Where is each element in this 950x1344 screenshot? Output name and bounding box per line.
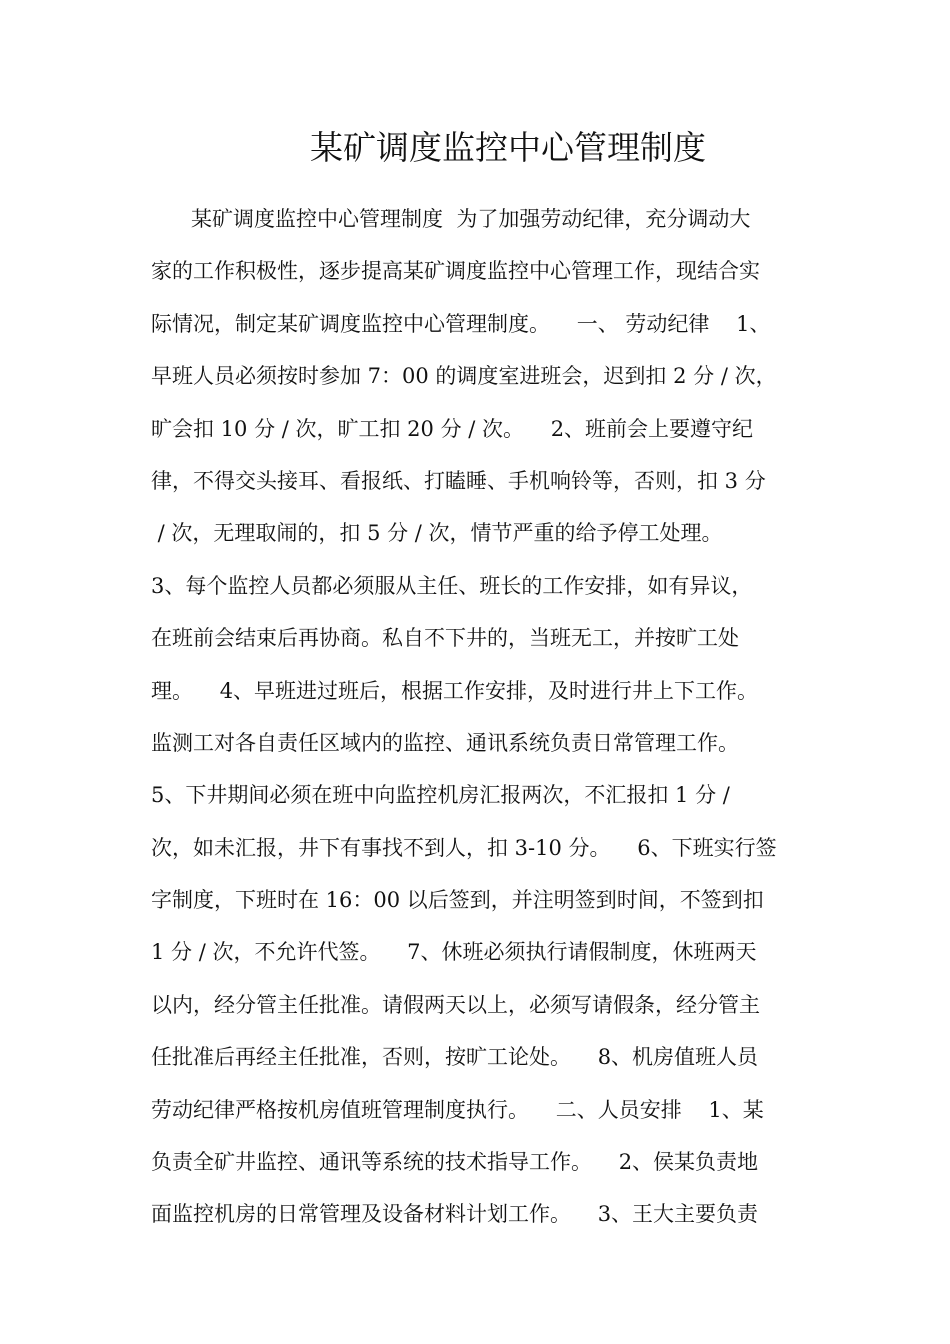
body-line: 早班人员必须按时参加 7：00 的调度室进班会，迟到扣 2 分 / 次， <box>151 364 777 389</box>
body-line: 负责全矿井监控、通讯等系统的技术指导工作。 2、侯某负责地 <box>151 1150 759 1175</box>
body-line: 以内，经分管主任批准。请假两天以上，必须写请假条，经分管主 <box>151 992 760 1017</box>
body-line: / 次，无理取闹的，扣 5 分 / 次，情节严重的给予停工处理。 <box>151 521 723 546</box>
body-line: 字制度，下班时在 16：00 以后签到，并注明签到时间，不签到扣 <box>151 888 764 913</box>
document-title: 某矿调度监控中心管理制度 <box>310 128 706 167</box>
body-line: 1 分 / 次，不允许代签。 7、休班必须执行请假制度，休班两天 <box>151 940 757 965</box>
body-line: 家的工作积极性，逐步提高某矿调度监控中心管理工作，现结合实 <box>151 259 760 284</box>
body-line: 监测工对各自责任区域内的监控、通讯系统负责日常管理工作。 <box>151 730 739 755</box>
body-line: 3、每个监控人员都必须服从主任、班长的工作安排，如有异议， <box>151 573 753 598</box>
document-body <box>151 193 811 1241</box>
body-line: 旷会扣 10 分 / 次，旷工扣 20 分 / 次。 2、班前会上要遵守纪 <box>151 416 754 441</box>
body-line: 次，如未汇报，井下有事找不到人，扣 3-10 分。 6、下班实行签 <box>151 835 777 860</box>
body-line: 劳动纪律严格按机房值班管理制度执行。 二、人员安排 1、某 <box>151 1097 764 1122</box>
body-line: 际情况，制定某矿调度监控中心管理制度。 一、 劳动纪律 1、 <box>151 311 771 336</box>
body-line: 5、下井期间必须在班中向监控机房汇报两次，不汇报扣 1 分 / <box>151 783 730 808</box>
body-line: 面监控机房的日常管理及设备材料计划工作。 3、王大主要负责 <box>151 1202 759 1227</box>
body-line: 在班前会结束后再协商。私自不下井的，当班无工，并按旷工处 <box>151 626 739 651</box>
body-line: 理。 4、早班进过班后，根据工作安排，及时进行井上下工作。 <box>151 678 759 703</box>
body-line: 某矿调度监控中心管理制度 为了加强劳动纪律，充分调动大 <box>151 207 751 231</box>
body-line: 律，不得交头接耳、看报纸、打瞌睡、手机响铃等，否则，扣 3 分 <box>151 468 766 493</box>
body-line: 任批准后再经主任批准，否则，按旷工论处。 8、机房值班人员 <box>151 1045 759 1070</box>
